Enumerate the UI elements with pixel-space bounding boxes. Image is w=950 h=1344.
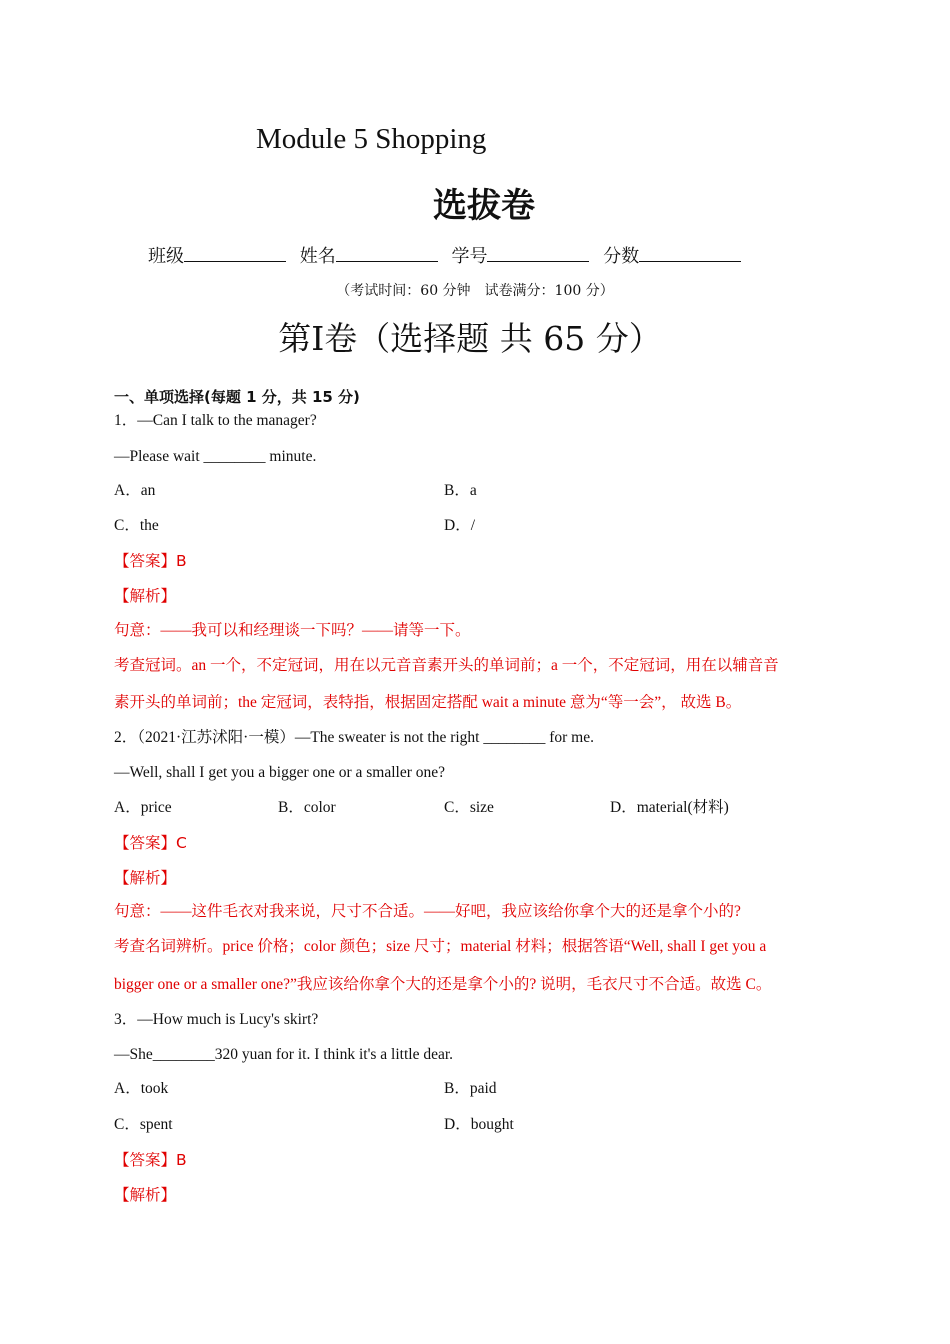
q1-option-c: C．the (114, 517, 159, 534)
q1-answer: 【答案】B (114, 552, 187, 570)
score-field (603, 243, 741, 270)
student-number-blank (487, 243, 589, 262)
q1-option-d: D．/ (444, 517, 476, 534)
q2-option-c: C．size (444, 799, 494, 816)
student-number-field (451, 243, 589, 270)
q1-stem: 1．—Can I talk to the manager? (114, 412, 317, 429)
q3-option-b: B．paid (444, 1080, 497, 1097)
q2-explain-1: 句意：——这件毛衣对我来说，尺寸不合适。——好吧，我应该给你拿个大的还是拿个小的? (114, 903, 741, 920)
score-blank (639, 243, 741, 262)
q2-option-b: B．color (278, 799, 336, 816)
name-blank (336, 243, 438, 262)
document-title-chinese: 选拔卷 (433, 186, 535, 226)
exam-time-info: （考试时间：60 分钟 试卷满分：100 分） (336, 283, 614, 299)
section-heading: 一、单项选择(每题 1 分，共 15 分) (114, 388, 360, 406)
name-field (300, 243, 438, 270)
q2-explain-3: bigger one or a smaller one?”我应该给你拿个大的还是拿个小的? 说明，毛衣尺寸不合适。故选 C。 (114, 976, 772, 993)
q2-option-a: A．price (114, 799, 172, 816)
name-label: 姓名 (299, 246, 336, 267)
class-blank (184, 243, 286, 262)
student-number-label: 学号 (451, 246, 488, 267)
part-title: 第Ⅰ卷（选择题 共 65 分） (278, 319, 662, 358)
q1-option-b: B．a (444, 482, 477, 499)
q3-stem: 3．—How much is Lucy's skirt? (114, 1011, 319, 1028)
q1-explain-2: 考查冠词。an 一个，不定冠词，用在以元音音素开头的单词前；a 一个，不定冠词，用在以辅音音 (114, 657, 779, 674)
q2-answer: 【答案】C (114, 834, 187, 852)
q2-analysis-label: 【解析】 (114, 869, 177, 887)
q2-stem: 2．（2021·江苏沭阳·一模）—The sweater is not the right ________ for me. (114, 729, 594, 746)
q2-option-d: D．material(材料) (610, 799, 729, 816)
q2-stem-reply: —Well, shall I get you a bigger one or a smaller one? (114, 764, 446, 781)
q3-analysis-label: 【解析】 (114, 1186, 177, 1204)
q1-stem-reply: —Please wait ________ minute. (114, 448, 317, 465)
q3-option-d: D．bought (444, 1116, 514, 1133)
q3-option-c: C．spent (114, 1116, 173, 1133)
class-field (148, 243, 286, 270)
q1-option-a: A．an (114, 482, 156, 499)
class-label: 班级 (148, 246, 184, 267)
q2-explain-2: 考查名词辨析。price 价格；color 颜色；size 尺寸；material 材料；根据答语“Well, shall I get you a (114, 938, 767, 955)
score-label: 分数 (603, 246, 640, 267)
document-title-english: Module 5 Shopping (256, 123, 487, 155)
q3-stem-reply: —She________320 yuan for it. I think it's a little dear. (114, 1046, 454, 1063)
q1-analysis-label: 【解析】 (114, 587, 177, 605)
q3-answer: 【答案】B (114, 1151, 187, 1169)
q1-explain-3: 素开头的单词前；the 定冠词，表特指，根据固定搭配 wait a minute 意为“等一会”， 故选 B。 (114, 694, 742, 711)
student-info-fields (148, 243, 749, 270)
q1-explain-1: 句意：——我可以和经理谈一下吗？——请等一下。 (114, 622, 471, 639)
q3-option-a: A．took (114, 1080, 169, 1097)
